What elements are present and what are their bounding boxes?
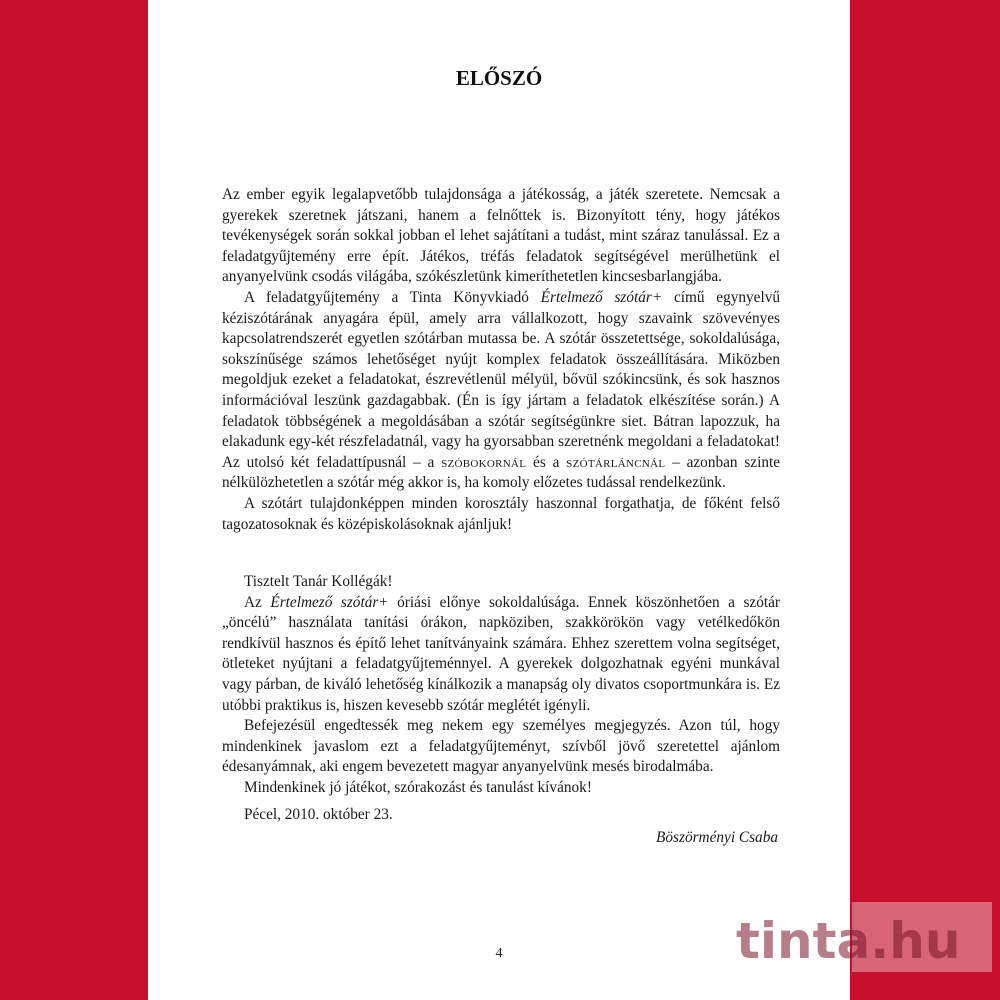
paragraph: Mindenkinek jó játékot, szórakozást és tanulást kívánok! <box>244 778 592 796</box>
teachers-text <box>222 572 780 799</box>
paragraph: Az ember egyik legalapvetőbb tulajdonsága a játékosság, a játék szeretete. Nemcsak a gyerekek szeretnek játszani, hanem a felnőttek is. Bizonyított tény, hogy játékos tevékenységek során sokkal jobban el lehet sajátítani a tudást, mint száraz tanulással. Ez a feladatgyűjtemény erre épít. Játékos, tréfás feladatok segítségével merülhetünk el anyanyelvünk csodás világába, szókészletünk kimeríthetetlen kincsesbarlangjába. <box>222 186 780 286</box>
intro-text <box>222 185 780 535</box>
text-span: Az <box>244 593 271 611</box>
author-signature: Böszörményi Csaba <box>656 829 778 846</box>
paragraph: Befejezésül engedtessék meg nekem egy személyes megjegyzés. Azon túl, hogy mindenkinek javaslom ezt a feladatgyűjteményt, szívből jövő szeretettel ajánlom édesanyámnak, aki engem bevezetett magyar anyanyelvünk mesés birodalmába. <box>222 717 780 776</box>
text-span: A feladatgyűjtemény a Tinta Könyvkiadó <box>244 288 541 306</box>
page-title: ELŐSZÓ <box>455 66 543 90</box>
paragraph <box>222 288 780 494</box>
book-title-italic: Értelmező szótár+ <box>540 288 663 306</box>
page-number: 4 <box>495 946 503 961</box>
book-page <box>148 0 850 1000</box>
paragraph <box>222 593 780 717</box>
watermark-logo: tinta.hu <box>736 912 961 970</box>
text-span: – azonban szinte nélkülözhetetlen a szótár még akkor is, ha komoly előzetes tudással rendelkezünk. <box>222 453 781 492</box>
term-smallcaps: szóbokornál <box>441 453 527 471</box>
term-smallcaps: szótárláncnál <box>566 453 666 471</box>
greeting: Tisztelt Tanár Kollégák! <box>244 573 393 590</box>
text-span: című egynyelvű kéziszótárának anyagára épül, amely arra vállalkozott, hogy szavaink szövevényes kapcsolatrendszerét egyetlen szótárban mutassa be. A szótár összetettsége, sokoldalúsága, sokszínűsége számos lehetőséget nyújt komplex feladatok összeállítására. Miközben megoldjuk ezeket a feladatokat, észrevétlenül mélyül, bővül szókincsünk, és sok hasznos információval leszünk gazdagabbak. (Én is így jártam a feladatok elkészítése során.) A feladatok többségének a megoldásában a szótár segítségünkre siet. Bátran lapozzuk, ha elakadunk egy-két részfeladatnál, vagy ha gyorsabban szeretnénk megoldani a feladatokat! Az utolsó két feladattípusnál – a <box>222 288 780 471</box>
book-title-italic: Értelmező szótár+ <box>270 593 389 611</box>
text-span: óriási előnye sokoldalúsága. Ennek köszönhetően a szótár „öncélú” használata tanítási órákon, napköziben, szakkörökön vagy vetélkedőkön rendkívül hasznos és építő lehet tanítványaink számára. Ehhez szerettem volna segítséget, ötleteket nyújtani a feladatgyűjteménnyel. A gyerekek dolgozhatnak egyéni munkával vagy párban, de kiváló lehetőség kínálkozik a manapság oly divatos csoportmunkára is. Ez utóbbi praktikus is, hiszen kevesebb szótár meglétét igényli. <box>222 593 780 714</box>
paragraph: A szótárt tulajdonképpen minden korosztály haszonnal forgathatja, de főként felső tagozatosoknak és középiskolásoknak ajánljuk! <box>222 494 780 533</box>
place-date: Pécel, 2010. október 23. <box>244 806 393 823</box>
text-span: és a <box>526 453 567 471</box>
